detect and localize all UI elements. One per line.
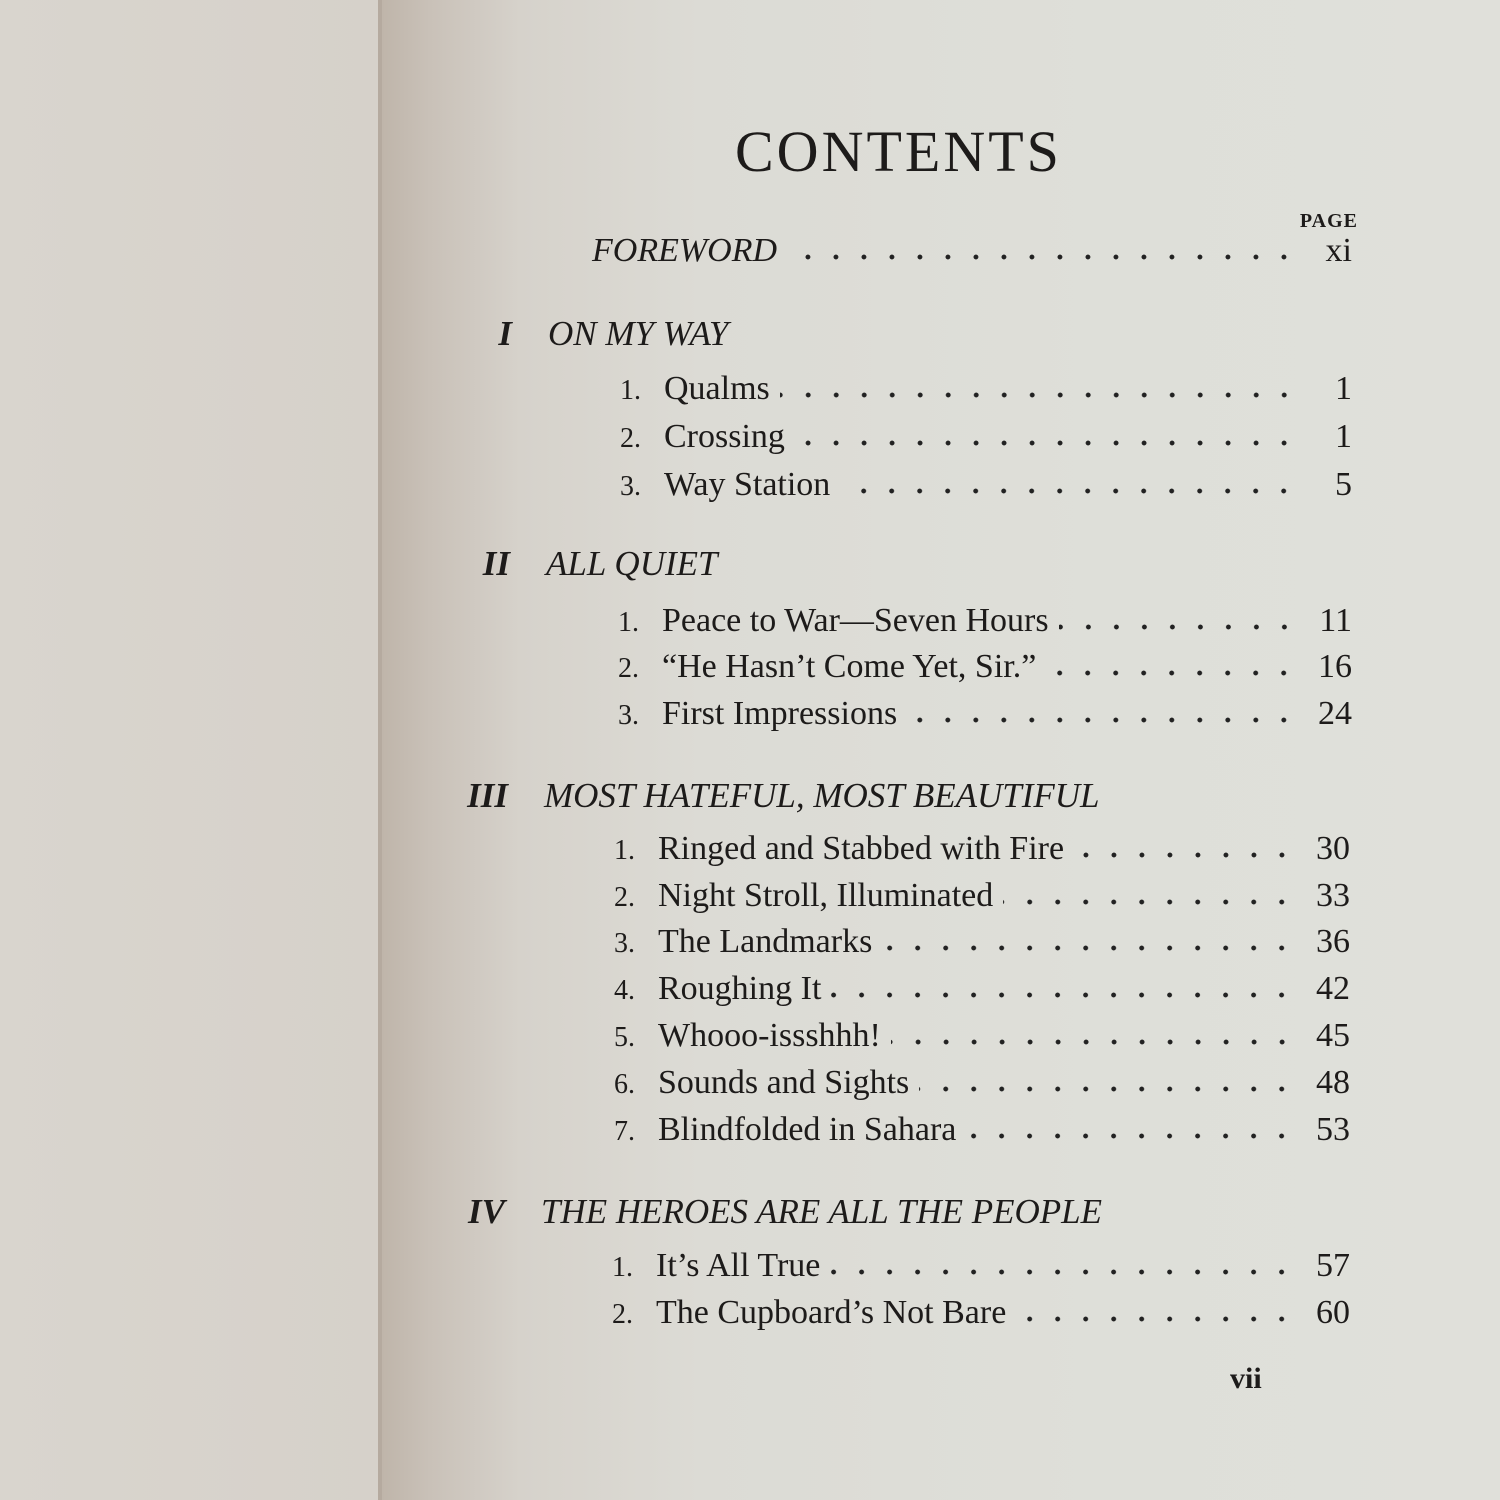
entry-page: 45 [1316,1017,1350,1054]
entry-title: First Impressions [662,695,898,732]
dot-leader [840,488,1298,494]
entry-page: 24 [1318,695,1352,732]
entry-number: 3. [620,471,641,502]
dot-leader [891,1039,1296,1045]
toc-entry [614,830,1350,868]
part-heading [452,314,728,354]
dot-leader [919,1086,1296,1092]
dot-leader [907,717,1298,723]
dot-leader [780,392,1298,398]
entry-title: Peace to War—Seven Hours [662,602,1049,639]
entry-number: 2. [618,653,639,684]
entry-title: The Cupboard’s Not Bare [656,1294,1007,1331]
part-numeral: I [498,314,512,353]
entry-number: 1. [620,375,641,406]
entry-page: 48 [1316,1064,1350,1101]
entry-title: Sounds and Sights [658,1064,910,1101]
entry-page: 11 [1319,602,1352,639]
entry-number: 6. [614,1069,635,1100]
part-title: MOST HATEFUL, MOST BEAUTIFUL [544,776,1100,815]
page-folio: vii [1230,1362,1262,1395]
toc-entry [620,370,1352,408]
entry-title: Ringed and Stabbed with Fire [658,830,1065,867]
toc-entry [614,1017,1350,1055]
entry-page: 60 [1316,1294,1350,1331]
entry-number: 4. [614,975,635,1006]
toc-entry [618,648,1352,686]
part-title: THE HEROES ARE ALL THE PEOPLE [541,1192,1102,1231]
toc-entry [614,923,1350,961]
dot-leader [831,992,1296,998]
page-column-label: PAGE [1299,210,1358,232]
part-numeral: III [467,776,508,815]
entry-title: Whooo-issshhh! [658,1017,881,1054]
entry-title: It’s All True [656,1247,821,1284]
entry-number: 3. [618,700,639,731]
entry-number: 5. [614,1022,635,1053]
part-numeral: II [482,544,510,583]
book-gutter [378,0,382,1500]
entry-title: Blindfolded in Sahara [658,1111,957,1148]
entry-title: “He Hasn’t Come Yet, Sir.” [662,648,1037,685]
toc-entry [612,1294,1350,1332]
part-heading [450,544,717,584]
entry-page: 16 [1318,648,1352,685]
toc-entry [620,418,1352,456]
entry-number: 3. [614,928,635,959]
entry-page: 1 [1335,370,1352,407]
part-heading [448,776,1100,816]
dot-leader [1059,624,1298,630]
dot-leader [1016,1316,1296,1322]
toc-entry [612,1247,1350,1285]
entry-number: 1. [618,607,639,638]
entry-title: Way Station [664,466,831,503]
toc-entry [614,1111,1350,1149]
toc-entry [618,695,1352,733]
entry-page: 57 [1316,1247,1350,1284]
part-numeral: IV [468,1192,505,1231]
toc-entry [614,877,1350,915]
toc-entry-foreword [592,232,1352,270]
entry-number: 2. [620,423,641,454]
entry-page: 53 [1316,1111,1350,1148]
dot-leader [830,1269,1296,1275]
entry-title: Night Stroll, Illuminated [658,877,994,914]
dot-leader [966,1133,1296,1139]
entry-number: 7. [614,1116,635,1147]
toc-entry [618,602,1352,640]
entry-page: 1 [1335,418,1352,455]
entry-page: xi [1325,232,1352,269]
entry-number: 2. [614,882,635,913]
toc-entry [620,466,1352,504]
entry-page: 42 [1316,970,1350,1007]
entry-page: 36 [1316,923,1350,960]
toc-entry [614,970,1350,1008]
dot-leader [882,945,1296,951]
entry-page: 5 [1335,466,1352,503]
dot-leader [1046,670,1298,676]
dot-leader [1003,899,1296,905]
entry-title: FOREWORD [592,232,778,269]
entry-page: 33 [1316,877,1350,914]
entry-number: 1. [614,835,635,866]
dot-leader [787,254,1298,260]
contents-heading: CONTENTS [735,119,1062,184]
part-heading [445,1192,1102,1232]
entry-title: Qualms [664,370,770,407]
entry-page: 30 [1316,830,1350,867]
entry-title: Roughing It [658,970,822,1007]
part-title: ON MY WAY [548,314,729,353]
dot-leader [1074,852,1296,858]
dot-leader [795,440,1298,446]
entry-number: 2. [612,1299,633,1330]
part-title: ALL QUIET [546,544,718,583]
toc-entry [614,1064,1350,1102]
entry-title: Crossing [664,418,785,455]
entry-number: 1. [612,1252,633,1283]
entry-title: The Landmarks [658,923,873,960]
